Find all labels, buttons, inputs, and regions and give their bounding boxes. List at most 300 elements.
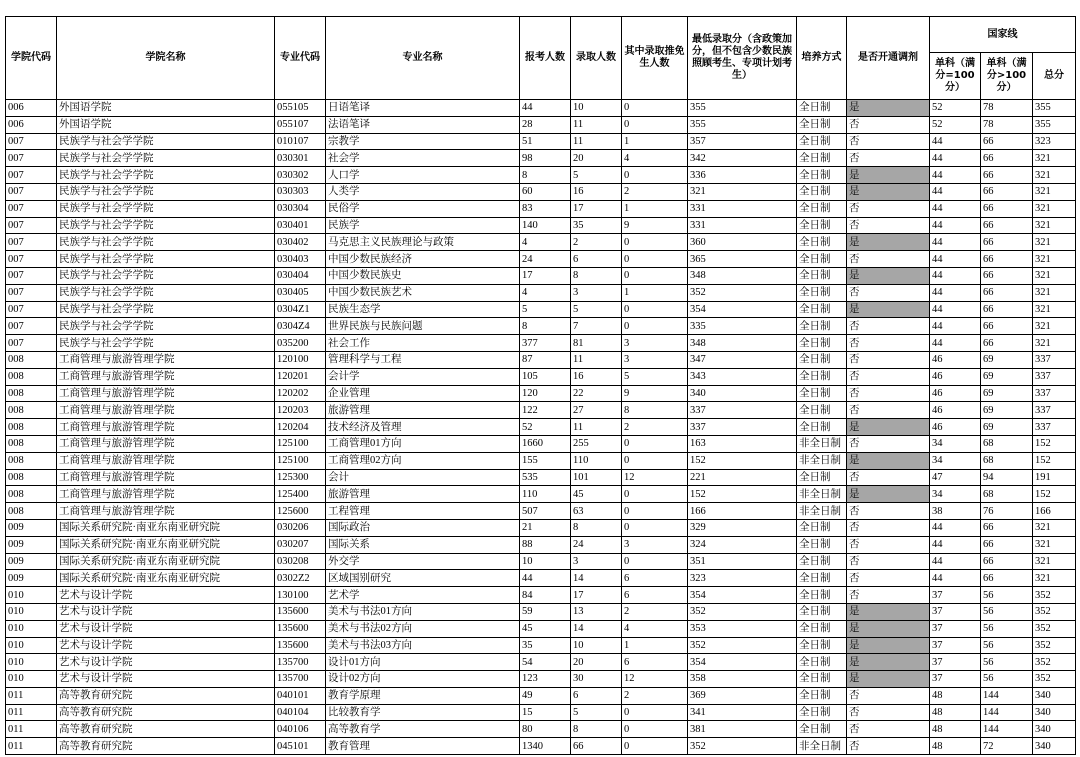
min-score-cell: 381 (688, 721, 797, 738)
min-score-cell: 337 (688, 419, 797, 436)
applicants-cell: 105 (520, 368, 571, 385)
header-single-100: 单科（满分=100分） (930, 53, 981, 100)
applicants-cell: 45 (520, 620, 571, 637)
major-code-cell: 135600 (275, 637, 326, 654)
admitted-cell: 27 (571, 402, 622, 419)
header-exempt: 其中录取推免生人数 (622, 17, 688, 100)
header-min-score: 最低录取分（含政策加分，但不包含少数民族照顾考生、专项计划考生） (688, 17, 797, 100)
single-100-cell: 44 (930, 150, 981, 167)
study-mode-cell: 全日制 (797, 335, 847, 352)
college-code-cell: 007 (6, 318, 57, 335)
major-name-cell: 日语笔译 (326, 100, 520, 117)
table-row (6, 519, 1076, 536)
single-100-cell: 37 (930, 671, 981, 688)
adjustment-cell: 否 (847, 335, 930, 352)
major-code-cell: 125100 (275, 435, 326, 452)
exempt-cell: 6 (622, 654, 688, 671)
study-mode-cell: 全日制 (797, 385, 847, 402)
admitted-cell: 5 (571, 167, 622, 184)
single-100-cell: 44 (930, 217, 981, 234)
applicants-cell: 377 (520, 335, 571, 352)
total-cell: 352 (1033, 671, 1076, 688)
college-code-cell: 006 (6, 116, 57, 133)
min-score-cell: 365 (688, 251, 797, 268)
study-mode-cell: 全日制 (797, 469, 847, 486)
admitted-cell: 255 (571, 435, 622, 452)
min-score-cell: 352 (688, 738, 797, 755)
min-score-cell: 355 (688, 116, 797, 133)
single-100-cell: 46 (930, 402, 981, 419)
min-score-cell: 358 (688, 671, 797, 688)
single-over100-cell: 66 (981, 553, 1033, 570)
single-100-cell: 46 (930, 419, 981, 436)
single-100-cell: 44 (930, 536, 981, 553)
study-mode-cell: 全日制 (797, 183, 847, 200)
major-code-cell: 030405 (275, 284, 326, 301)
major-name-cell: 管理科学与工程 (326, 351, 520, 368)
min-score-cell: 360 (688, 234, 797, 251)
applicants-cell: 110 (520, 486, 571, 503)
header-college-name: 学院名称 (57, 17, 275, 100)
total-cell: 352 (1033, 603, 1076, 620)
major-name-cell: 社会工作 (326, 335, 520, 352)
college-code-cell: 008 (6, 469, 57, 486)
exempt-cell: 0 (622, 503, 688, 520)
adjustment-cell: 否 (847, 133, 930, 150)
single-over100-cell: 66 (981, 234, 1033, 251)
major-name-cell: 教育学原理 (326, 687, 520, 704)
admitted-cell: 7 (571, 318, 622, 335)
college-name-cell: 民族学与社会学学院 (57, 335, 275, 352)
min-score-cell: 354 (688, 301, 797, 318)
table-row (6, 435, 1076, 452)
college-name-cell: 国际关系研究院·南亚东南亚研究院 (57, 553, 275, 570)
single-100-cell: 44 (930, 167, 981, 184)
applicants-cell: 21 (520, 519, 571, 536)
major-code-cell: 135600 (275, 620, 326, 637)
exempt-cell: 4 (622, 150, 688, 167)
major-code-cell: 0304Z1 (275, 301, 326, 318)
admitted-cell: 81 (571, 335, 622, 352)
applicants-cell: 1660 (520, 435, 571, 452)
min-score-cell: 352 (688, 284, 797, 301)
major-code-cell: 130100 (275, 587, 326, 604)
applicants-cell: 44 (520, 570, 571, 587)
single-100-cell: 34 (930, 486, 981, 503)
total-cell: 337 (1033, 385, 1076, 402)
total-cell: 321 (1033, 167, 1076, 184)
major-code-cell: 0304Z4 (275, 318, 326, 335)
total-cell: 352 (1033, 637, 1076, 654)
exempt-cell: 0 (622, 704, 688, 721)
college-code-cell: 007 (6, 150, 57, 167)
adjustment-cell: 否 (847, 704, 930, 721)
total-cell: 340 (1033, 687, 1076, 704)
adjustment-cell: 是 (847, 671, 930, 688)
college-code-cell: 011 (6, 704, 57, 721)
single-over100-cell: 66 (981, 167, 1033, 184)
single-over100-cell: 56 (981, 637, 1033, 654)
study-mode-cell: 全日制 (797, 419, 847, 436)
exempt-cell: 0 (622, 553, 688, 570)
total-cell: 323 (1033, 133, 1076, 150)
single-100-cell: 52 (930, 100, 981, 117)
applicants-cell: 84 (520, 587, 571, 604)
study-mode-cell: 全日制 (797, 301, 847, 318)
table-row (6, 217, 1076, 234)
college-code-cell: 011 (6, 738, 57, 755)
major-code-cell: 035200 (275, 335, 326, 352)
major-code-cell: 055105 (275, 100, 326, 117)
major-code-cell: 120201 (275, 368, 326, 385)
min-score-cell: 348 (688, 267, 797, 284)
exempt-cell: 12 (622, 671, 688, 688)
major-name-cell: 宗教学 (326, 133, 520, 150)
college-code-cell: 006 (6, 100, 57, 117)
single-over100-cell: 144 (981, 721, 1033, 738)
exempt-cell: 9 (622, 217, 688, 234)
exempt-cell: 0 (622, 519, 688, 536)
single-over100-cell: 94 (981, 469, 1033, 486)
study-mode-cell: 全日制 (797, 519, 847, 536)
college-name-cell: 高等教育研究院 (57, 704, 275, 721)
adjustment-cell: 否 (847, 318, 930, 335)
college-code-cell: 007 (6, 133, 57, 150)
admitted-cell: 17 (571, 200, 622, 217)
major-name-cell: 世界民族与民族问题 (326, 318, 520, 335)
college-code-cell: 008 (6, 368, 57, 385)
total-cell: 337 (1033, 419, 1076, 436)
major-code-cell: 030208 (275, 553, 326, 570)
applicants-cell: 80 (520, 721, 571, 738)
admission-table (5, 16, 1076, 755)
college-name-cell: 民族学与社会学学院 (57, 133, 275, 150)
single-over100-cell: 66 (981, 267, 1033, 284)
college-name-cell: 民族学与社会学学院 (57, 183, 275, 200)
min-score-cell: 341 (688, 704, 797, 721)
major-name-cell: 法语笔译 (326, 116, 520, 133)
admitted-cell: 17 (571, 587, 622, 604)
major-code-cell: 125600 (275, 503, 326, 520)
exempt-cell: 0 (622, 251, 688, 268)
study-mode-cell: 全日制 (797, 654, 847, 671)
major-name-cell: 美术与书法02方向 (326, 620, 520, 637)
min-score-cell: 353 (688, 620, 797, 637)
single-100-cell: 44 (930, 267, 981, 284)
college-name-cell: 工商管理与旅游管理学院 (57, 385, 275, 402)
admitted-cell: 3 (571, 284, 622, 301)
admitted-cell: 11 (571, 116, 622, 133)
table-row (6, 318, 1076, 335)
exempt-cell: 0 (622, 721, 688, 738)
exempt-cell: 0 (622, 435, 688, 452)
min-score-cell: 354 (688, 587, 797, 604)
study-mode-cell: 全日制 (797, 570, 847, 587)
single-over100-cell: 66 (981, 183, 1033, 200)
table-row (6, 536, 1076, 553)
single-over100-cell: 66 (981, 150, 1033, 167)
table-row (6, 452, 1076, 469)
major-code-cell: 030401 (275, 217, 326, 234)
applicants-cell: 123 (520, 671, 571, 688)
college-code-cell: 007 (6, 200, 57, 217)
admitted-cell: 16 (571, 368, 622, 385)
single-over100-cell: 68 (981, 435, 1033, 452)
major-code-cell: 030404 (275, 267, 326, 284)
major-name-cell: 教育管理 (326, 738, 520, 755)
exempt-cell: 4 (622, 620, 688, 637)
major-code-cell: 030302 (275, 167, 326, 184)
min-score-cell: 352 (688, 603, 797, 620)
table-row (6, 687, 1076, 704)
applicants-cell: 51 (520, 133, 571, 150)
min-score-cell: 324 (688, 536, 797, 553)
single-over100-cell: 68 (981, 452, 1033, 469)
admitted-cell: 11 (571, 351, 622, 368)
single-over100-cell: 78 (981, 116, 1033, 133)
single-100-cell: 46 (930, 385, 981, 402)
college-name-cell: 民族学与社会学学院 (57, 267, 275, 284)
single-over100-cell: 66 (981, 200, 1033, 217)
exempt-cell: 1 (622, 133, 688, 150)
single-over100-cell: 78 (981, 100, 1033, 117)
table-row (6, 385, 1076, 402)
single-over100-cell: 68 (981, 486, 1033, 503)
admitted-cell: 11 (571, 419, 622, 436)
study-mode-cell: 全日制 (797, 687, 847, 704)
major-name-cell: 外交学 (326, 553, 520, 570)
single-over100-cell: 66 (981, 536, 1033, 553)
major-code-cell: 030403 (275, 251, 326, 268)
adjustment-cell: 否 (847, 251, 930, 268)
exempt-cell: 0 (622, 452, 688, 469)
admitted-cell: 63 (571, 503, 622, 520)
college-name-cell: 艺术与设计学院 (57, 654, 275, 671)
single-over100-cell: 66 (981, 519, 1033, 536)
study-mode-cell: 全日制 (797, 536, 847, 553)
exempt-cell: 0 (622, 486, 688, 503)
major-name-cell: 技术经济及管理 (326, 419, 520, 436)
college-name-cell: 艺术与设计学院 (57, 620, 275, 637)
study-mode-cell: 全日制 (797, 704, 847, 721)
single-over100-cell: 56 (981, 671, 1033, 688)
admitted-cell: 24 (571, 536, 622, 553)
single-100-cell: 37 (930, 603, 981, 620)
single-over100-cell: 144 (981, 687, 1033, 704)
single-100-cell: 46 (930, 368, 981, 385)
table-row (6, 402, 1076, 419)
exempt-cell: 9 (622, 385, 688, 402)
applicants-cell: 44 (520, 100, 571, 117)
exempt-cell: 0 (622, 167, 688, 184)
total-cell: 166 (1033, 503, 1076, 520)
adjustment-cell: 否 (847, 150, 930, 167)
single-100-cell: 34 (930, 435, 981, 452)
table-row (6, 335, 1076, 352)
admitted-cell: 14 (571, 620, 622, 637)
college-name-cell: 艺术与设计学院 (57, 587, 275, 604)
applicants-cell: 60 (520, 183, 571, 200)
college-code-cell: 007 (6, 217, 57, 234)
adjustment-cell: 否 (847, 217, 930, 234)
study-mode-cell: 全日制 (797, 637, 847, 654)
college-name-cell: 国际关系研究院·南亚东南亚研究院 (57, 570, 275, 587)
major-code-cell: 125300 (275, 469, 326, 486)
single-100-cell: 44 (930, 335, 981, 352)
college-name-cell: 外国语学院 (57, 100, 275, 117)
exempt-cell: 2 (622, 687, 688, 704)
min-score-cell: 166 (688, 503, 797, 520)
total-cell: 321 (1033, 301, 1076, 318)
major-name-cell: 美术与书法03方向 (326, 637, 520, 654)
min-score-cell: 329 (688, 519, 797, 536)
table-row (6, 100, 1076, 117)
college-name-cell: 艺术与设计学院 (57, 603, 275, 620)
applicants-cell: 49 (520, 687, 571, 704)
college-code-cell: 008 (6, 486, 57, 503)
exempt-cell: 6 (622, 570, 688, 587)
major-code-cell: 135700 (275, 671, 326, 688)
single-over100-cell: 56 (981, 654, 1033, 671)
single-100-cell: 44 (930, 133, 981, 150)
total-cell: 337 (1033, 402, 1076, 419)
table-row (6, 704, 1076, 721)
college-code-cell: 008 (6, 385, 57, 402)
min-score-cell: 336 (688, 167, 797, 184)
table-row (6, 301, 1076, 318)
single-100-cell: 44 (930, 234, 981, 251)
adjustment-cell: 否 (847, 351, 930, 368)
table-row (6, 150, 1076, 167)
college-name-cell: 工商管理与旅游管理学院 (57, 368, 275, 385)
single-100-cell: 48 (930, 721, 981, 738)
table-row (6, 133, 1076, 150)
exempt-cell: 0 (622, 318, 688, 335)
min-score-cell: 352 (688, 637, 797, 654)
major-name-cell: 企业管理 (326, 385, 520, 402)
table-row (6, 637, 1076, 654)
total-cell: 321 (1033, 553, 1076, 570)
exempt-cell: 6 (622, 587, 688, 604)
total-cell: 355 (1033, 100, 1076, 117)
college-name-cell: 民族学与社会学学院 (57, 217, 275, 234)
adjustment-cell: 是 (847, 167, 930, 184)
study-mode-cell: 全日制 (797, 284, 847, 301)
single-over100-cell: 66 (981, 251, 1033, 268)
total-cell: 337 (1033, 368, 1076, 385)
study-mode-cell: 全日制 (797, 267, 847, 284)
study-mode-cell: 全日制 (797, 200, 847, 217)
total-cell: 355 (1033, 116, 1076, 133)
admitted-cell: 16 (571, 183, 622, 200)
admitted-cell: 10 (571, 100, 622, 117)
single-100-cell: 38 (930, 503, 981, 520)
table-row (6, 267, 1076, 284)
admitted-cell: 8 (571, 519, 622, 536)
major-code-cell: 0302Z2 (275, 570, 326, 587)
applicants-cell: 15 (520, 704, 571, 721)
table-row (6, 620, 1076, 637)
study-mode-cell: 非全日制 (797, 503, 847, 520)
adjustment-cell: 是 (847, 603, 930, 620)
major-name-cell: 民族学 (326, 217, 520, 234)
single-100-cell: 44 (930, 570, 981, 587)
adjustment-cell: 否 (847, 553, 930, 570)
college-code-cell: 007 (6, 284, 57, 301)
table-row (6, 738, 1076, 755)
single-100-cell: 44 (930, 318, 981, 335)
college-name-cell: 民族学与社会学学院 (57, 284, 275, 301)
applicants-cell: 24 (520, 251, 571, 268)
total-cell: 191 (1033, 469, 1076, 486)
total-cell: 321 (1033, 183, 1076, 200)
major-name-cell: 民族生态学 (326, 301, 520, 318)
min-score-cell: 221 (688, 469, 797, 486)
min-score-cell: 369 (688, 687, 797, 704)
admitted-cell: 6 (571, 251, 622, 268)
single-over100-cell: 66 (981, 301, 1033, 318)
adjustment-cell: 是 (847, 267, 930, 284)
exempt-cell: 2 (622, 183, 688, 200)
applicants-cell: 59 (520, 603, 571, 620)
table-row (6, 234, 1076, 251)
college-code-cell: 009 (6, 519, 57, 536)
study-mode-cell: 全日制 (797, 116, 847, 133)
table-row (6, 368, 1076, 385)
header-total: 总分 (1033, 53, 1076, 100)
min-score-cell: 163 (688, 435, 797, 452)
adjustment-cell: 否 (847, 503, 930, 520)
major-name-cell: 美术与书法01方向 (326, 603, 520, 620)
major-name-cell: 中国少数民族史 (326, 267, 520, 284)
total-cell: 321 (1033, 200, 1076, 217)
applicants-cell: 5 (520, 301, 571, 318)
min-score-cell: 357 (688, 133, 797, 150)
single-100-cell: 37 (930, 587, 981, 604)
single-over100-cell: 69 (981, 419, 1033, 436)
single-100-cell: 48 (930, 704, 981, 721)
applicants-cell: 8 (520, 167, 571, 184)
applicants-cell: 155 (520, 452, 571, 469)
major-name-cell: 艺术学 (326, 587, 520, 604)
major-code-cell: 120204 (275, 419, 326, 436)
college-code-cell: 009 (6, 570, 57, 587)
applicants-cell: 35 (520, 637, 571, 654)
study-mode-cell: 全日制 (797, 671, 847, 688)
table-row (6, 603, 1076, 620)
major-code-cell: 010107 (275, 133, 326, 150)
header-applicants: 报考人数 (520, 17, 571, 100)
exempt-cell: 8 (622, 402, 688, 419)
exempt-cell: 2 (622, 419, 688, 436)
exempt-cell: 0 (622, 267, 688, 284)
major-code-cell: 135600 (275, 603, 326, 620)
applicants-cell: 1340 (520, 738, 571, 755)
exempt-cell: 5 (622, 368, 688, 385)
exempt-cell: 1 (622, 637, 688, 654)
min-score-cell: 152 (688, 452, 797, 469)
applicants-cell: 4 (520, 234, 571, 251)
college-name-cell: 高等教育研究院 (57, 721, 275, 738)
major-name-cell: 国际关系 (326, 536, 520, 553)
adjustment-cell: 否 (847, 587, 930, 604)
single-over100-cell: 66 (981, 284, 1033, 301)
total-cell: 321 (1033, 318, 1076, 335)
table-row (6, 200, 1076, 217)
college-name-cell: 工商管理与旅游管理学院 (57, 486, 275, 503)
admitted-cell: 13 (571, 603, 622, 620)
single-over100-cell: 69 (981, 368, 1033, 385)
